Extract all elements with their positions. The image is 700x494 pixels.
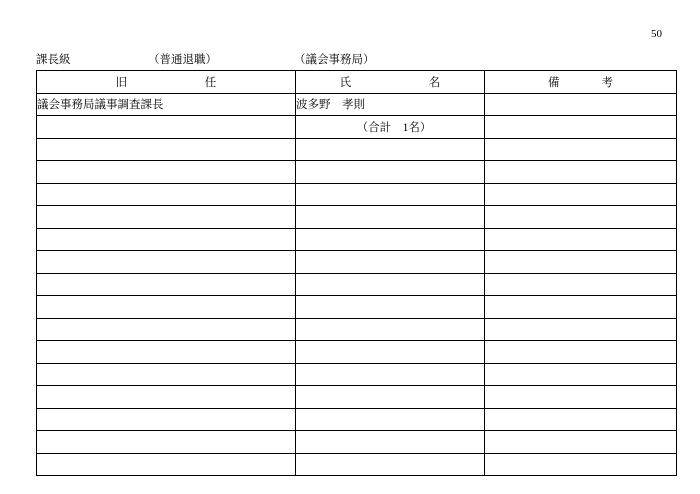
cell-former-post	[37, 318, 296, 341]
cell-remarks	[485, 431, 677, 454]
cell-remarks	[485, 296, 677, 319]
retirement-table	[36, 70, 677, 476]
cell-remarks	[485, 251, 677, 274]
cell-name	[296, 206, 485, 229]
cell-remarks	[485, 161, 677, 184]
cell-name	[296, 273, 485, 296]
cell-former-post	[37, 161, 296, 184]
cell-name	[296, 296, 485, 319]
cell-former-post: 議会事務局議事調査課長	[37, 93, 296, 116]
department-label: （議会事務局）	[294, 54, 375, 66]
cell-former-post	[37, 386, 296, 409]
cell-name	[296, 363, 485, 386]
table-row	[37, 273, 677, 296]
cell-name	[296, 341, 485, 364]
cell-name	[296, 386, 485, 409]
cell-remarks	[485, 386, 677, 409]
cell-name	[296, 251, 485, 274]
column-header-name: 氏 名	[296, 71, 485, 94]
cell-former-post	[37, 431, 296, 454]
table-row	[37, 116, 677, 139]
cell-remarks	[485, 93, 677, 116]
column-header-remarks: 備 考	[485, 71, 677, 94]
cell-name	[296, 431, 485, 454]
cell-former-post	[37, 296, 296, 319]
cell-remarks	[485, 318, 677, 341]
table-row	[37, 228, 677, 251]
cell-former-post	[37, 408, 296, 431]
cell-remarks	[485, 138, 677, 161]
cell-total-count: （合計 1名）	[296, 116, 485, 139]
cell-name	[296, 453, 485, 476]
cell-former-post	[37, 453, 296, 476]
cell-remarks	[485, 206, 677, 229]
cell-former-post	[37, 138, 296, 161]
table-row	[37, 251, 677, 274]
column-header-former-post: 旧 任	[37, 71, 296, 94]
table-header-line	[36, 52, 676, 68]
cell-remarks	[485, 408, 677, 431]
separation-reason-label: （普通退職）	[148, 54, 217, 66]
cell-former-post	[37, 116, 296, 139]
table-row	[37, 408, 677, 431]
rank-label: 課長級	[36, 54, 71, 66]
cell-remarks	[485, 228, 677, 251]
table-row	[37, 386, 677, 409]
table-row	[37, 161, 677, 184]
cell-former-post	[37, 183, 296, 206]
page-number: 50	[651, 28, 662, 40]
cell-remarks	[485, 273, 677, 296]
table-row	[37, 431, 677, 454]
table-row	[37, 341, 677, 364]
table-row	[37, 138, 677, 161]
cell-name	[296, 161, 485, 184]
cell-former-post	[37, 273, 296, 296]
cell-remarks	[485, 363, 677, 386]
table-row	[37, 318, 677, 341]
cell-former-post	[37, 228, 296, 251]
table-header-row	[37, 71, 677, 94]
cell-name	[296, 228, 485, 251]
cell-remarks	[485, 116, 677, 139]
table-row	[37, 296, 677, 319]
cell-name: 波多野 孝則	[296, 93, 485, 116]
cell-name	[296, 138, 485, 161]
cell-former-post	[37, 206, 296, 229]
cell-former-post	[37, 251, 296, 274]
cell-remarks	[485, 453, 677, 476]
table-row	[37, 93, 677, 116]
table-row	[37, 363, 677, 386]
table-row	[37, 183, 677, 206]
cell-name	[296, 183, 485, 206]
table-row	[37, 453, 677, 476]
cell-former-post	[37, 363, 296, 386]
table-row	[37, 206, 677, 229]
cell-former-post	[37, 341, 296, 364]
cell-name	[296, 318, 485, 341]
cell-remarks	[485, 341, 677, 364]
cell-remarks	[485, 183, 677, 206]
cell-name	[296, 408, 485, 431]
